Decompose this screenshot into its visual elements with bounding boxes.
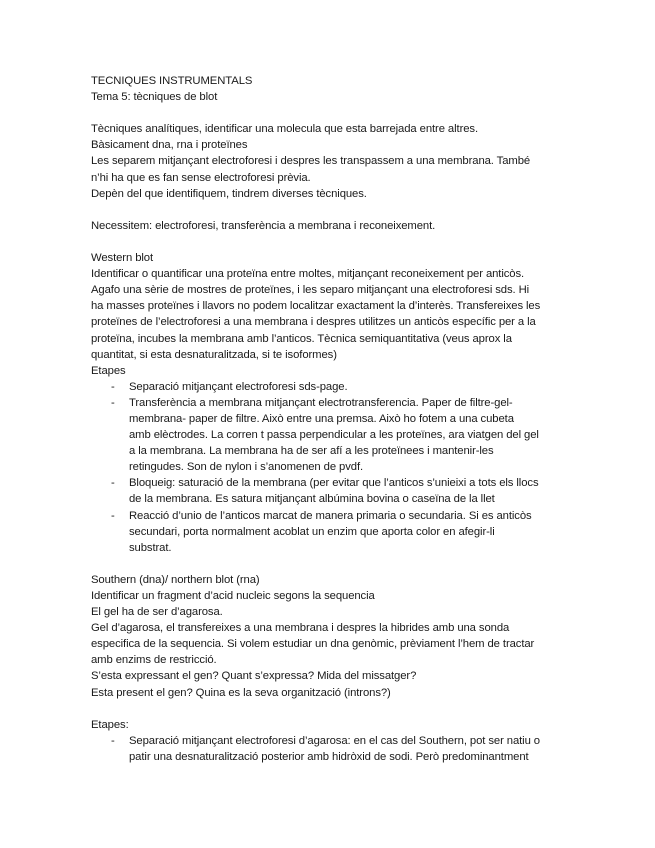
list-item-line: Separació mitjançant electroforesi d’agarosa: en el cas del Southern, pot ser natiu o [129, 734, 540, 747]
list-item [91, 475, 575, 507]
paragraph-line: El gel ha de ser d’agarosa. [91, 606, 223, 619]
bullet-dash: - [111, 509, 115, 522]
list-item-line: retingudes. Son de nylon i s’anomenen de pvdf. [129, 461, 364, 474]
intro-section [91, 121, 575, 201]
steps-label: Etapes: [91, 718, 129, 731]
paragraph-line: Esta present el gen? Quina es la seva organització (introns?) [91, 686, 391, 699]
spacer [91, 202, 575, 218]
paragraph-line: Gel d’agarosa, el transfereixes a una membrana i despres la hibrides amb una sonda [91, 622, 510, 635]
bullet-dash: - [111, 380, 115, 393]
list-item [91, 733, 575, 765]
list-item-line: de la membrana. Es satura mitjançant albúmina bovina o caseïna de la llet [129, 493, 495, 506]
list-item [91, 379, 575, 395]
list-item-line: amb elèctrodes. La corren t passa perpendicular a les proteïnes, ara viatgen del gel [129, 429, 539, 442]
spacer [91, 556, 575, 572]
list-item-line: Reacció d’unio de l’anticos marcat de manera primaria o secundaria. Si es anticòs [129, 509, 532, 522]
western-steps-list [91, 379, 575, 556]
requirements-line: Necessitem: electroforesi, transferència a membrana i reconeixement. [91, 219, 436, 232]
list-item-line: substrat. [129, 541, 172, 554]
bullet-dash: - [111, 477, 115, 490]
paragraph-line: Agafo una sèrie de mostres de proteïnes, i les separo mitjançant una electroforesi sds. Hi [91, 284, 530, 297]
paragraph-line: Identificar o quantificar una proteïna entre moltes, mitjançant reconeixement per anticòs. [91, 268, 525, 281]
paragraph-line: especifica de la sequencia. Si volem estudiar un dna genòmic, prèviament l’hem de tractar [91, 638, 535, 651]
steps-label: Etapes [91, 364, 126, 377]
list-item-line: Bloqueig: saturació de la membrana (per evitar que l’anticos s’unieixi a tots els llocs [129, 477, 539, 490]
southern-steps-list [91, 733, 575, 765]
intro-line: Tècniques analítiques, identificar una molecula que esta barrejada entre altres. [91, 123, 479, 136]
list-item [91, 395, 575, 475]
paragraph-line: proteïnes de l’electroforesi a una membrana i despres utilitzes un anticòs específic per a la [91, 316, 536, 329]
intro-line: Les separem mitjançant electroforesi i despres les transpassem a una membrana. També [91, 155, 531, 168]
section-heading: Southern (dna)/ northern blot (rna) [91, 573, 260, 586]
document-title: TECNIQUES INSTRUMENTALS [91, 75, 253, 87]
paragraph-line: quantitat, si esta desnaturalitzada, si te isoformes) [91, 348, 337, 361]
western-blot-section [91, 250, 575, 556]
spacer [91, 701, 575, 717]
southern-blot-section [91, 572, 575, 765]
list-item-line: membrana- paper de filtre. Això entre una premsa. Això ho fotem a una cubeta [129, 412, 514, 425]
intro-line: Bàsicament dna, rna i proteïnes [91, 139, 248, 152]
intro-line: Depèn del que identifiquem, tindrem diverses tècniques. [91, 187, 367, 200]
list-item-line: Separació mitjançant electroforesi sds-page. [129, 380, 348, 393]
paragraph-line: amb enzims de restricció. [91, 654, 217, 667]
spacer [91, 105, 575, 121]
list-item-line: patir una desnaturalització posterior amb hidròxid de sodi. Però predominantment [129, 750, 529, 763]
paragraph-line: ha masses proteïnes i llavors no podem localitzar exactament la d’interès. Transfereixes les [91, 300, 541, 313]
paragraph-line: proteïna, incubes la membrana amb l’anticos. Tècnica semiquantitativa (veus aprox la [91, 332, 512, 345]
paragraph-line: Identificar un fragment d’acid nucleic segons la sequencia [91, 590, 375, 602]
list-item-line: Transferència a membrana mitjançant electrotransferencia. Paper de filtre-gel- [129, 396, 513, 409]
intro-line: n’hi ha que es fan sense electroforesi prèvia. [91, 171, 311, 184]
list-item-line: secundari, porta normalment acoblat un enzim que aporta color en afegir-li [129, 525, 495, 538]
bullet-dash: - [111, 734, 115, 747]
list-item-line: a la membrana. La membrana ha de ser afí a les proteïnees i mantenir-les [129, 445, 494, 458]
bullet-dash: - [111, 396, 115, 409]
document-subtitle: Tema 5: tècniques de blot [91, 91, 218, 104]
list-item [91, 508, 575, 556]
spacer [91, 234, 575, 250]
paragraph-line: S’esta expressant el gen? Quant s’expressa? Mida del missatger? [91, 670, 417, 683]
section-heading: Western blot [91, 252, 154, 265]
